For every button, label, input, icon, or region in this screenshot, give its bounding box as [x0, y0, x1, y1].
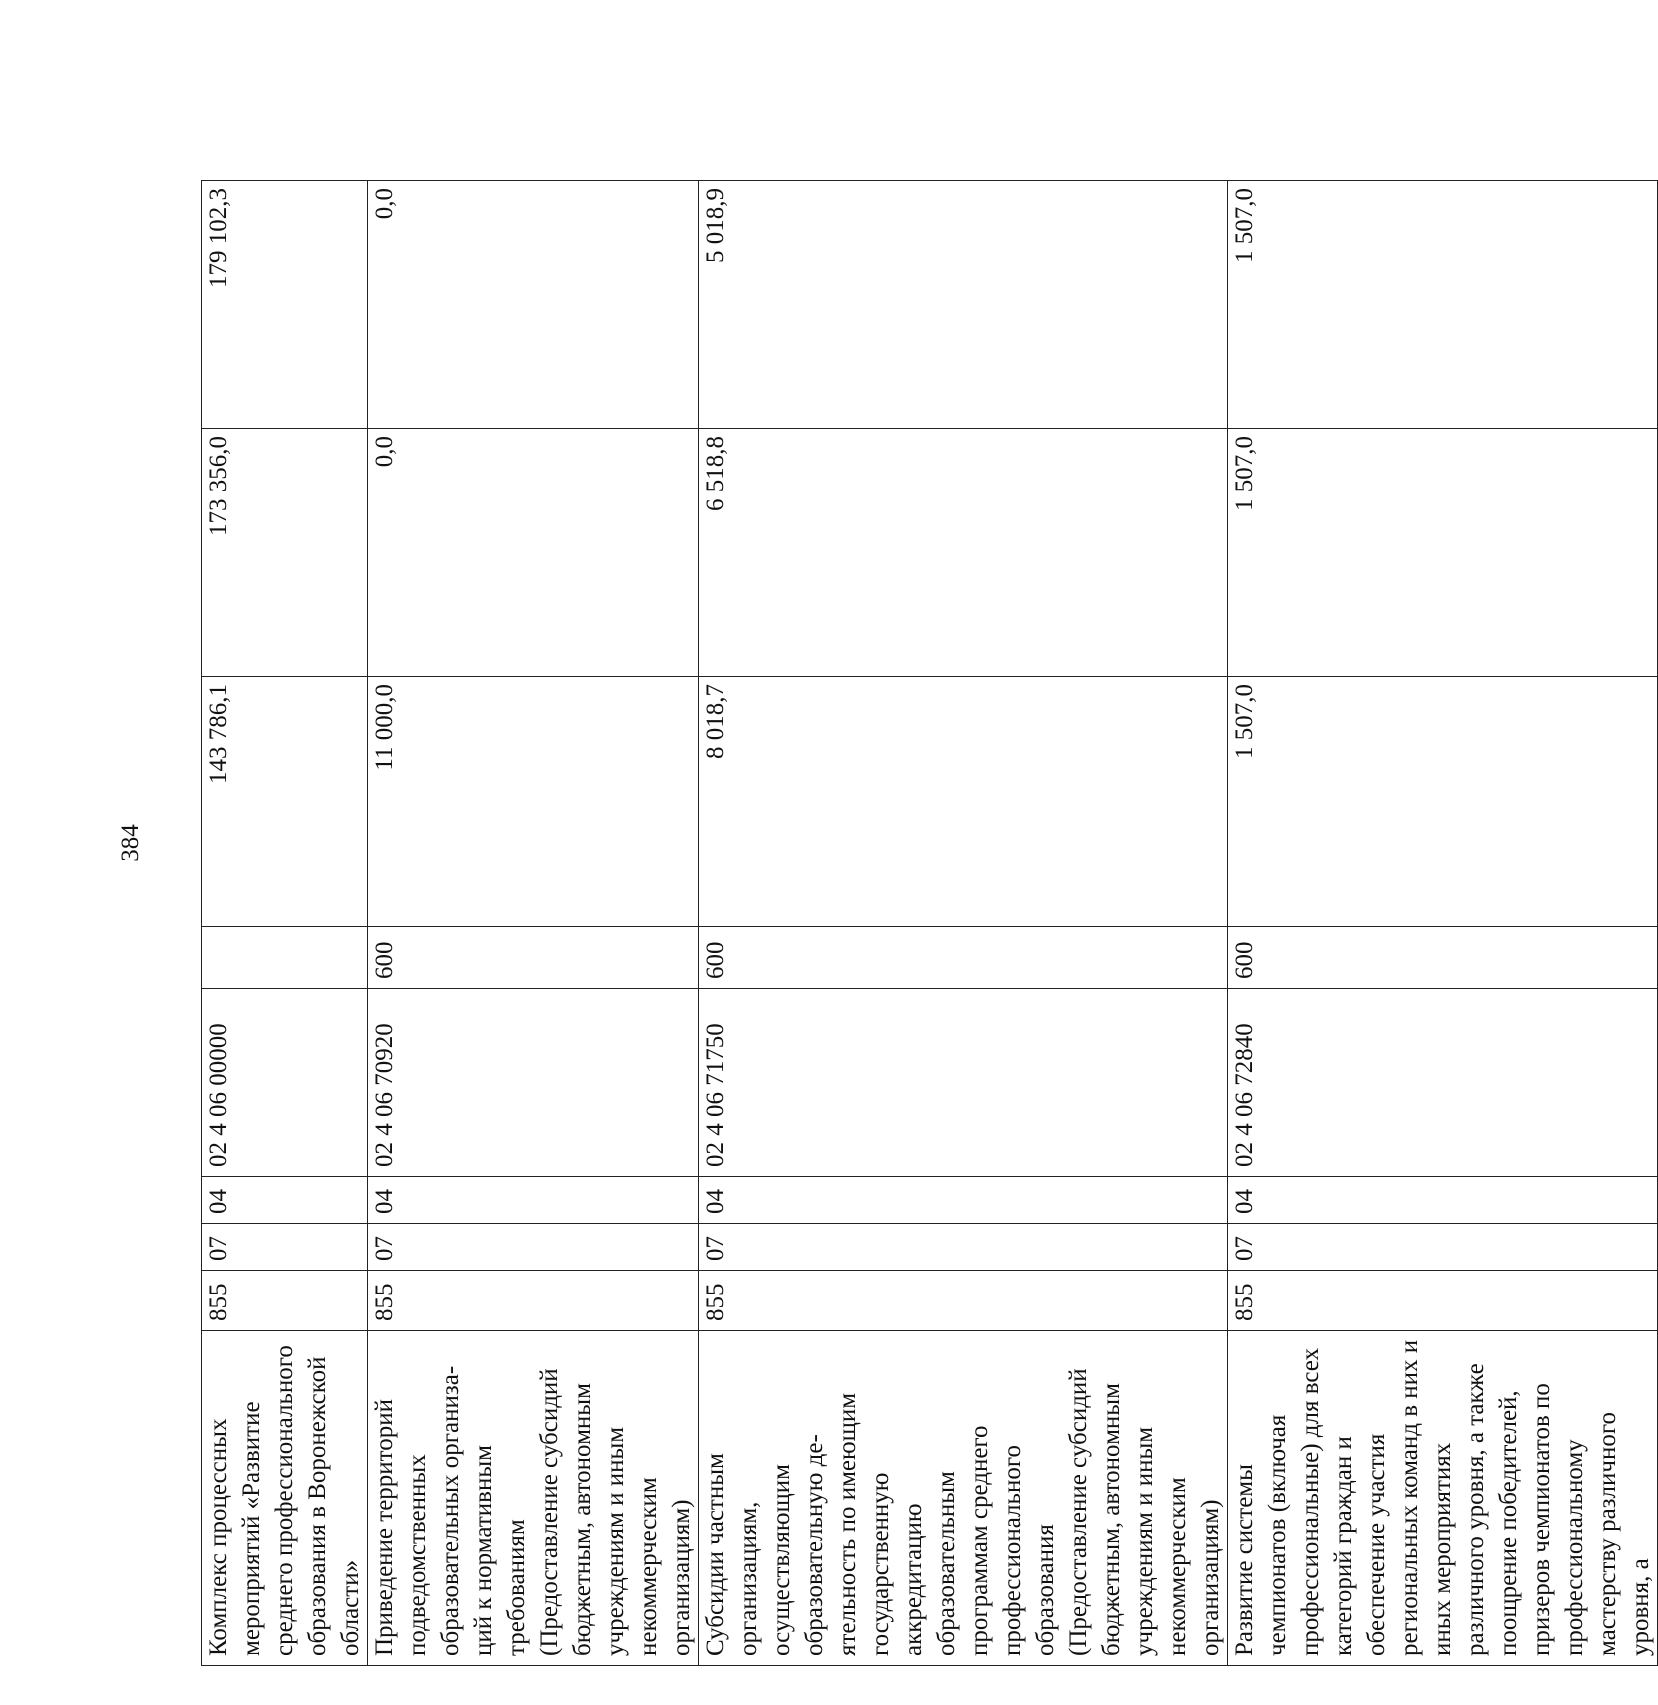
amount-year2-cell: 1 507,0: [1228, 429, 1658, 677]
row-description: Субсидии частным организациям, осуществляющим образовательную деятельность по имеющим государственную аккредитацию образовательным программам среднего профессионального образования (Предоставление субсидий бюджетным, автономным учреждениям и иным некоммерческим организациям): [699, 1331, 1228, 1666]
csr-cell: 02 4 06 72840: [1228, 989, 1658, 1177]
rz-cell: 07: [1228, 1224, 1658, 1271]
rz-cell: 07: [202, 1224, 368, 1271]
row-description: Приведение территорий подведомственных образовательных организаций к нормативным требованиям (Предоставление субсидий бюджетным, автономным учреждениям и иным некоммерческим организациям): [368, 1331, 699, 1666]
pr-cell: 04: [202, 1177, 368, 1224]
table-row: [202, 181, 368, 1666]
csr-cell: 02 4 06 71750: [699, 989, 1228, 1177]
amount-year3-cell: 179 102,3: [202, 181, 368, 429]
page-number: 384: [117, 824, 144, 862]
budget-table: [201, 180, 1658, 1666]
row-description: Развитие системы чемпионатов (включая профессиональные) для всех категорий граждан и обеспечение участия региональных команд в них и иных мероприятиях различного уровня, а также поощрение победителей, призеров чемпионатов по профессиональному мастерству различного уровня, а: [1228, 1331, 1658, 1666]
pr-cell: 04: [1228, 1177, 1658, 1224]
row-description: Комплекс процессных мероприятий «Развитие среднего профессионального образования в Воронежской области»: [202, 1331, 368, 1666]
vr-cell: [202, 927, 368, 989]
amount-year2-cell: 0,0: [368, 429, 699, 677]
amount-year3-cell: 5 018,9: [699, 181, 1228, 429]
vr-cell: 600: [368, 927, 699, 989]
amount-year3-cell: 1 507,0: [1228, 181, 1658, 429]
vr-cell: 600: [699, 927, 1228, 989]
pr-cell: 04: [699, 1177, 1228, 1224]
csr-cell: 02 4 06 00000: [202, 989, 368, 1177]
grbs-cell: 855: [368, 1271, 699, 1331]
table-row: [368, 181, 699, 1666]
amount-year3-cell: 0,0: [368, 181, 699, 429]
table-row: [699, 181, 1228, 1666]
rotated-page: [201, 100, 1654, 1691]
amount-year1-cell: 8 018,7: [699, 677, 1228, 927]
vr-cell: 600: [1228, 927, 1658, 989]
amount-year1-cell: 1 507,0: [1228, 677, 1658, 927]
grbs-cell: 855: [202, 1271, 368, 1331]
rz-cell: 07: [368, 1224, 699, 1271]
amount-year2-cell: 6 518,8: [699, 429, 1228, 677]
grbs-cell: 855: [699, 1271, 1228, 1331]
amount-year1-cell: 11 000,0: [368, 677, 699, 927]
rz-cell: 07: [699, 1224, 1228, 1271]
amount-year2-cell: 173 356,0: [202, 429, 368, 677]
csr-cell: 02 4 06 70920: [368, 989, 699, 1177]
grbs-cell: 855: [1228, 1271, 1658, 1331]
table-row: [1228, 181, 1658, 1666]
amount-year1-cell: 143 786,1: [202, 677, 368, 927]
pr-cell: 04: [368, 1177, 699, 1224]
